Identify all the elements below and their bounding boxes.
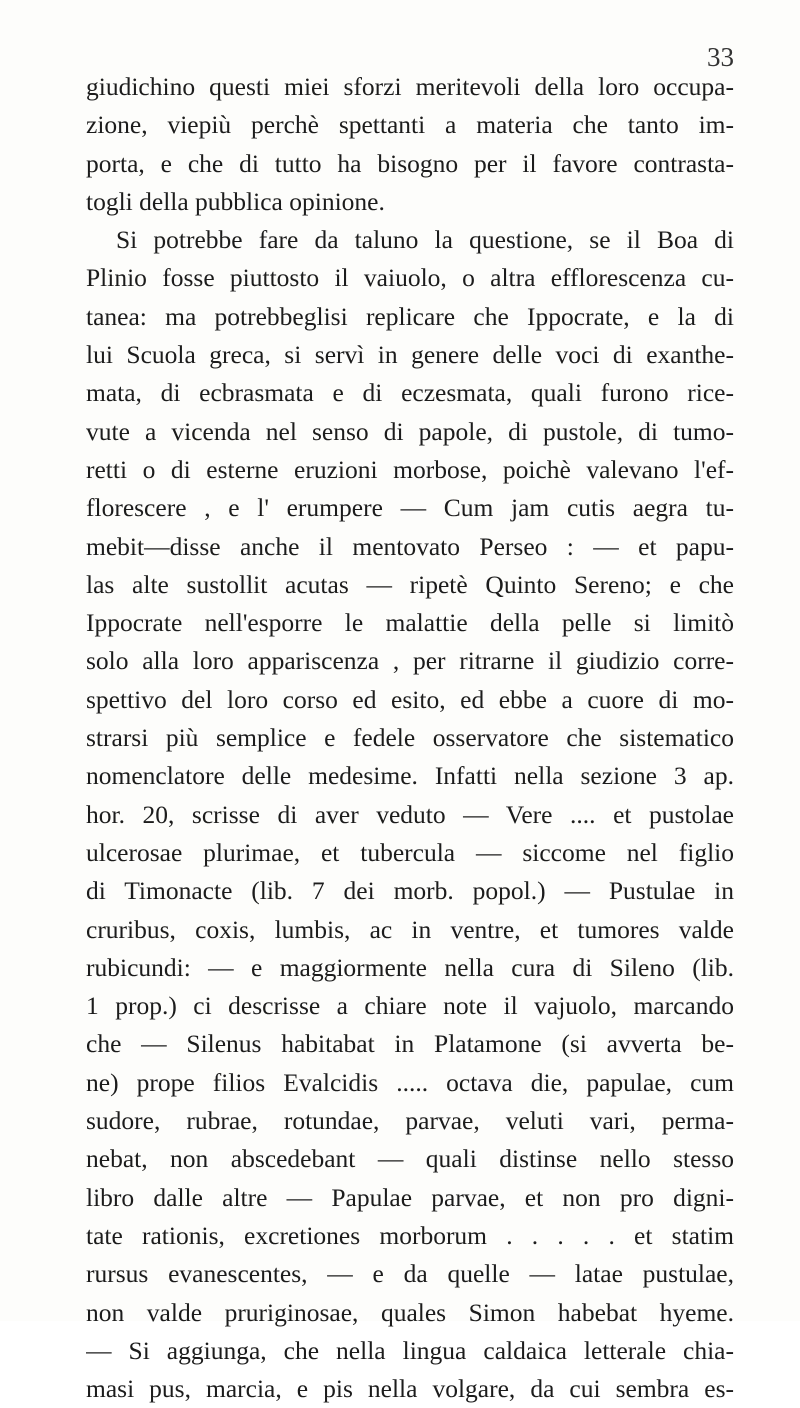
text-line: hor. 20, scrisse di aver veduto — Vere .... et pustolae: [86, 799, 734, 829]
text-line: strarsi più semplice e fedele osservatore che sistematico: [86, 723, 734, 753]
text-line: togli della pubblica opinione.: [86, 186, 385, 216]
text-line: tanea: ma potrebbeglisi replicare che Ippocrate, e la di: [86, 301, 734, 331]
text-line: Si potrebbe fare da taluno la questione, se il Boa di: [116, 225, 734, 255]
text-line: tate rationis, excretiones morborum . . . . . et statim: [86, 1220, 734, 1250]
text-line: sudore, rubrae, rotundae, parvae, veluti vari, perma-: [86, 1106, 734, 1136]
text-line: giudichino questi miei sforzi meritevoli della loro occupa-: [86, 72, 734, 101]
text-line: 1 prop.) ci descrisse a chiare note il vajuolo, marcando: [86, 991, 734, 1021]
text-line: non valde pruriginosae, quales Simon habebat hyeme.: [86, 1297, 734, 1327]
text-line: vute a vicenda nel senso di papole, di pustole, di tumo-: [86, 416, 734, 446]
text-line: mata, di ecbrasmata e di eczesmata, quali furono rice-: [86, 378, 734, 408]
text-line: masi pus, marcia, e pis nella volgare, da cui sembra es-: [86, 1374, 734, 1404]
text-line: rubicundi: — e maggiormente nella cura di Sileno (lib.: [86, 952, 734, 982]
text-line: las alte sustollit acutas — ripetè Quinto Sereno; e che: [86, 569, 734, 599]
text-line: zione, viepiù perchè spettanti a materia che tanto im-: [86, 110, 734, 140]
text-line: che — Silenus habitabat in Platamone (si avverta be-: [86, 1029, 734, 1059]
text-line: solo alla loro appariscenza , per ritrarne il giudizio corre-: [86, 646, 734, 676]
text-line: ulcerosae plurimae, et tubercula — siccome nel figlio: [86, 837, 734, 867]
text-line: nebat, non abscedebant — quali distinse nello stesso: [86, 1144, 734, 1174]
body-text: [86, 68, 734, 1408]
text-line: cruribus, coxis, lumbis, ac in ventre, et tumores valde: [86, 914, 734, 944]
text-line: lui Scuola greca, si servì in genere delle voci di exanthe-: [86, 340, 734, 370]
text-line: mebit—disse anche il mentovato Perseo : — et papu-: [86, 531, 734, 561]
text-line: spettivo del loro corso ed esito, ed ebbe a cuore di mo-: [86, 684, 734, 714]
text-line: Ippocrate nell'esporre le malattie della pelle si limitò: [86, 608, 734, 638]
text-line: Plinio fosse piuttosto il vaiuolo, o altra efflorescenza cu-: [86, 263, 734, 293]
text-line: ne) prope filios Evalcidis ..... octava die, papulae, cum: [86, 1067, 734, 1097]
text-line: libro dalle altre — Papulae parvae, et non pro digni-: [86, 1182, 734, 1212]
text-line: porta, e che di tutto ha bisogno per il favore contrasta-: [86, 148, 734, 178]
text-line: florescere , e l' erumpere — Cum jam cutis aegra tu-: [86, 493, 734, 523]
text-line: di Timonacte (lib. 7 dei morb. popol.) — Pustulae in: [86, 876, 734, 906]
text-line: retti o di esterne eruzioni morbose, poichè valevano l'ef-: [86, 454, 734, 484]
text-line: — Si aggiunga, che nella lingua caldaica letterale chia-: [86, 1335, 734, 1365]
text-line: nomenclatore delle medesime. Infatti nella sezione 3 ap.: [86, 761, 734, 791]
page-number: 33: [707, 42, 734, 72]
text-line: rursus evanescentes, — e da quelle — latae pustulae,: [86, 1259, 734, 1289]
